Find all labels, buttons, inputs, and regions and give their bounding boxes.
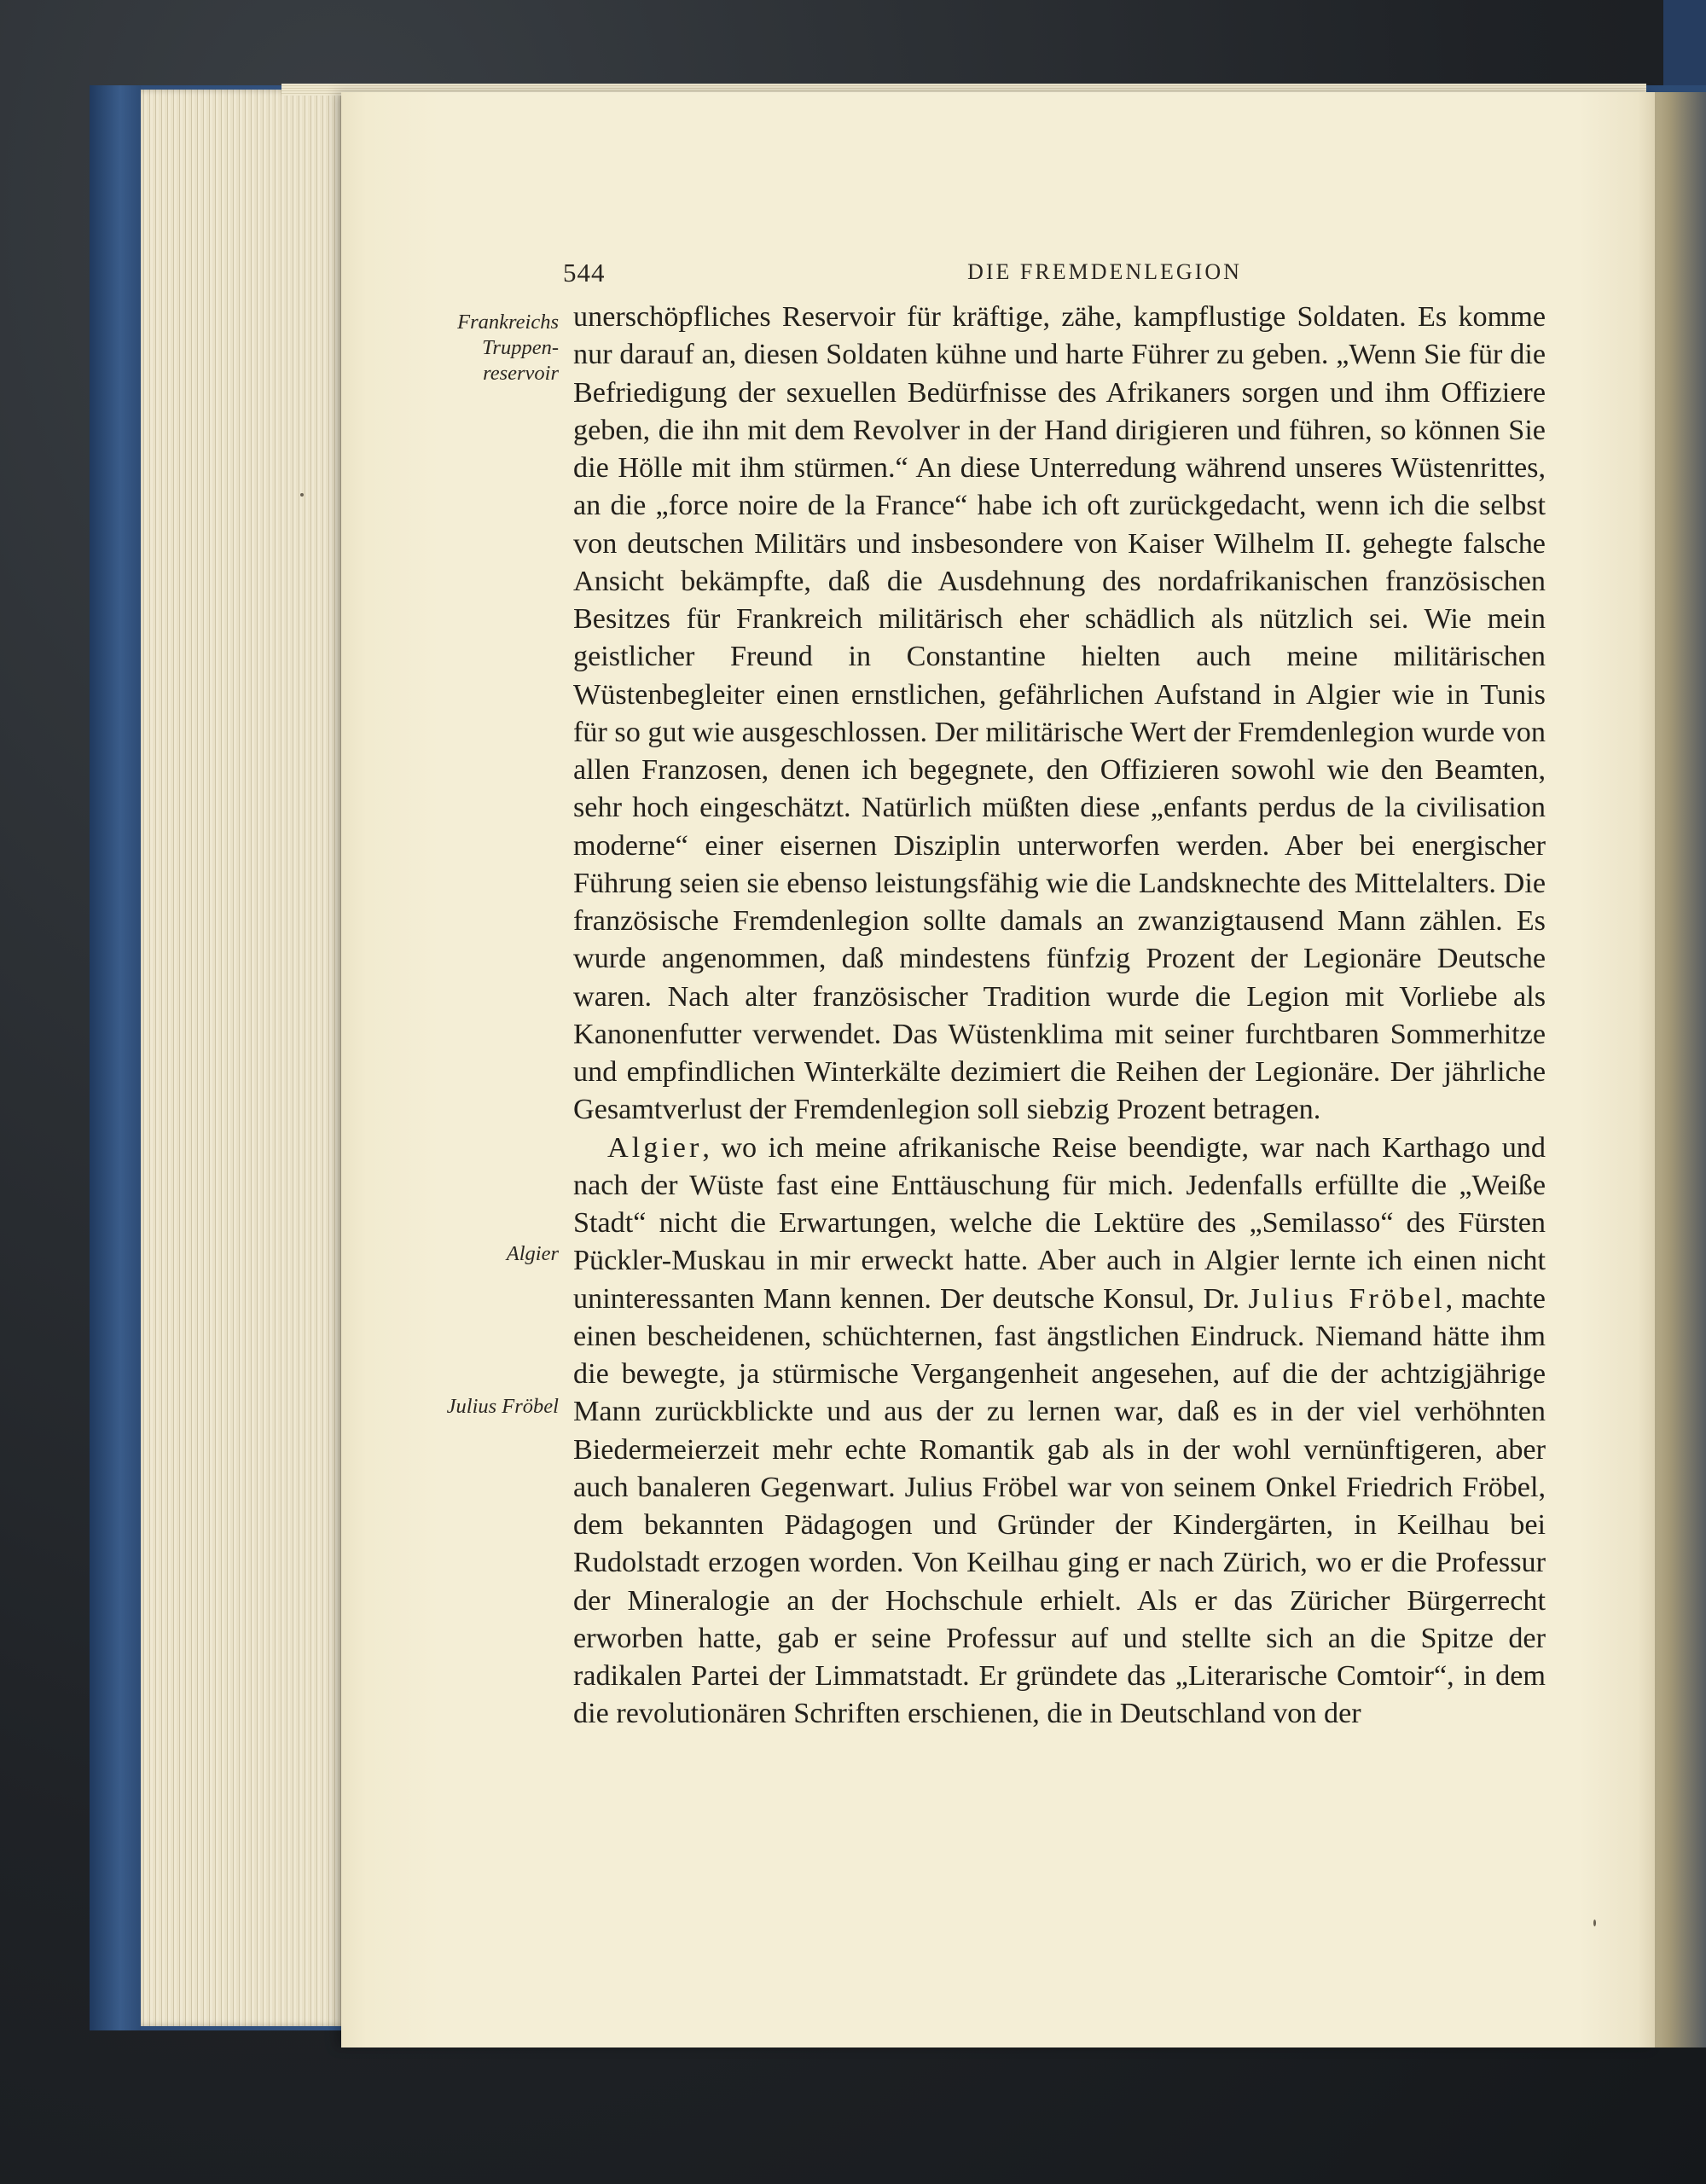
gutter-shadow [1646, 92, 1706, 2048]
running-head: DIE FREMDENLEGION [967, 259, 1242, 284]
page-header [563, 258, 1544, 292]
paragraph-1: unerschöpfliches Reservoir für kräftige, zähe, kampflustige Soldaten. Es komme nur darauf an, diesen Soldaten kühne und harte Führer zu geben. „Wenn Sie für die Befriedigung der sexuellen Bedürfnisse des Afrikaners sorgen und ihm Offiziere geben, die ihn mit dem Revolver in der Hand dirigieren und führen, so können Sie die Hölle mit ihm stürmen.“ An diese Unterredung während unseres Wüstenrittes, an die „force noire de la France“ habe ich oft zurückgedacht, wenn ich die selbst von deutschen Militärs und insbesondere von Kaiser Wilhelm II. gehegte falsche Ansicht bekämpfte, daß die Ausdehnung des nordafrikanischen französischen Besitzes für Frankreich militärisch eher schädlich als nützlich sei. Wie mein geistlicher Freund in Constantine hielten auch meine militärischen Wüstenbegleiter einen ernstlichen, gefährlichen Aufstand in Algier wie in Tunis für so gut wie ausgeschlossen. Der militärische Wert der Fremdenlegion wurde von allen Franzosen, denen ich begegnete, den Offizieren sowohl wie den Beamten, sehr hoch eingeschätzt. Natürlich müßten diese „enfants perdus de la civilisation moderne“ einer eisernen Disziplin unterworfen werden. Aber bei energischer Führung seien sie ebenso leistungsfähig wie die Landsknechte des Mittelalters. Die französische Fremdenlegion sollte damals an zwanzigtausend Mann zählen. Es wurde angenommen, daß mindestens fünfzig Prozent der Legionäre Deutsche waren. Nach alter französischer Tradition wurde die Legion mit Vorliebe als Kanonenfutter verwendet. Das Wüstenklima mit seiner furchtbaren Sommerhitze und empfindlichen Winterkälte dezimiert die Reihen der Legionäre. Der jährliche Gesamtverlust der Fremdenlegion soll siebzig Prozent betragen. [573, 301, 1546, 1126]
ink-speck [300, 493, 304, 497]
spaced-word-algier: Algier [607, 1131, 703, 1164]
spaced-name-julius-froebel: Julius Fröbel [1248, 1282, 1446, 1315]
ink-speck [1593, 1920, 1596, 1926]
margin-note-line: reservoir [483, 362, 559, 385]
body-text [573, 299, 1546, 1734]
margin-note-line: Truppen- [482, 336, 559, 359]
paragraph-2-text-a: , wo ich meine afrikanische Reise beendigte, war nach Karthago und nach der Wüste fast eine Enttäuschung für mich. Jedenfalls erfüllte die „Weiße Stadt“ nicht die Erwartungen, welche die Lektüre des „Semilasso“ des Fürsten Pückler-Muskau in mir erweckt hatte. Aber auch in Algier lernte ich einen nicht uninteressanten Mann kennen. Der deutsche Konsul, Dr. [573, 1131, 1546, 1315]
margin-note-line: Frankreichs [457, 311, 559, 334]
margin-note-algier: Algier [506, 1242, 559, 1265]
page-number: 544 [563, 258, 606, 288]
margin-note-julius-froebel: Julius Fröbel [446, 1395, 559, 1418]
paragraph-2-text-b: , machte einen bescheidenen, schüchternen, fast ängstlichen Eindruck. Niemand hätte ihm die bewegte, ja stürmische Vergangenheit angesehen, auf die der achtzigjährige Mann zurückblickte und aus der zu lernen war, daß es in der viel verhöhnten Biedermeierzeit mehr echte Romantik gab als in der wohl vernünftigeren, aber auch banaleren Gegenwart. Julius Fröbel war von seinem Onkel Friedrich Fröbel, dem bekannten Pädagogen und Gründer der Kindergärten, in Keilhau bei Rudolstadt erzogen worden. Von Keilhau ging er nach Zürich, wo er die Professur der Mineralogie an der Hochschule erhielt. Als er das Züricher Bürgerrecht erworben hatte, gab er seine Professur auf und stellte sich an die Spitze der radikalen Partei der Limmatstadt. Er gründete das „Literarische Comtoir“, in dem die revolutionären Schriften erschienen, die in Deutschland von der [573, 1282, 1546, 1730]
book-spine [90, 85, 141, 2030]
paragraph-2 [573, 1130, 1546, 1734]
page-block-edge [141, 90, 345, 2026]
margin-note-frankreichs-truppenreservoir [457, 310, 559, 386]
